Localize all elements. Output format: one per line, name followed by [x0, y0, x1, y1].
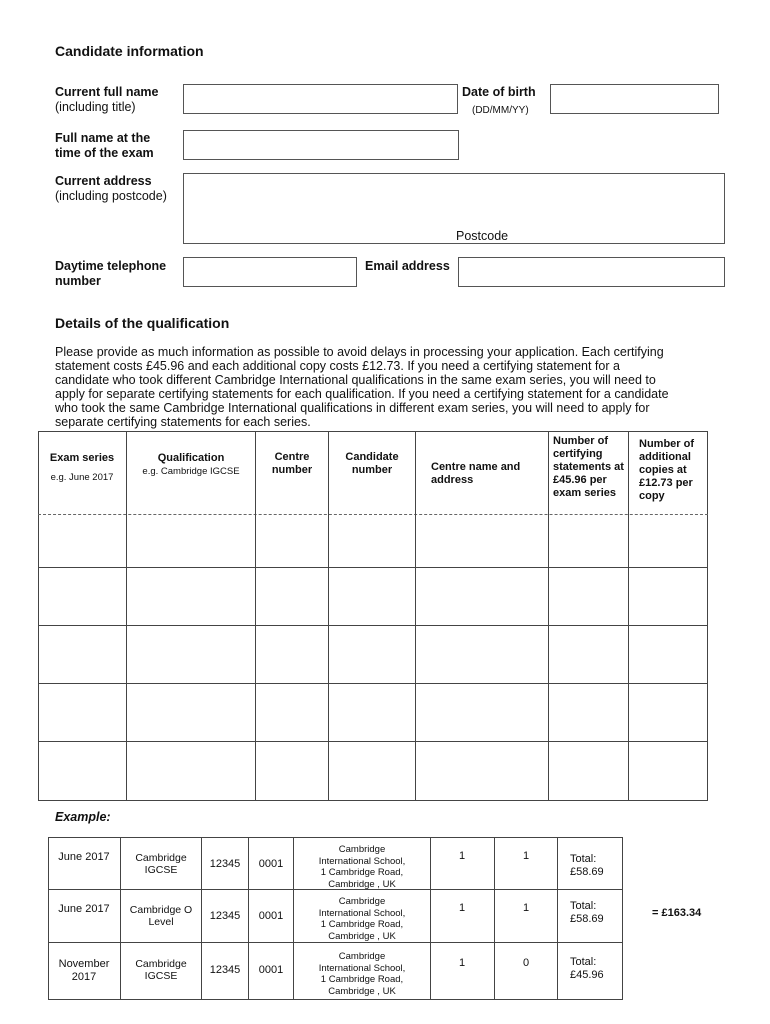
candidate-section-title: Candidate information	[55, 43, 204, 59]
col-exam-series: Exam series e.g. June 2017	[49, 452, 115, 483]
example-candidate-number: 0001	[258, 858, 284, 870]
col-qualification: Qualification e.g. Cambridge IGCSE	[142, 452, 240, 477]
col-additional-copies: Number of additional copies at £12.73 per copy	[639, 438, 694, 502]
phone-label: Daytime telephone number	[55, 259, 167, 288]
example-centre-number: 12345	[209, 964, 241, 976]
example-address: Cambridge International School, 1 Cambridge Road, Cambridge , UK	[318, 951, 406, 997]
full-name-label: Current full name (including title)	[55, 85, 159, 114]
example-series: November 2017	[58, 958, 110, 983]
example-label: Example:	[55, 810, 111, 824]
example-candidate-number: 0001	[258, 964, 284, 976]
table-row-divider	[38, 567, 708, 568]
col-candidate-number: Candidate number	[345, 451, 399, 476]
example-col-divider	[248, 837, 249, 1000]
address-label: Current address (including postcode)	[55, 174, 167, 203]
example-col-divider	[201, 837, 202, 1000]
table-col-divider	[628, 431, 629, 801]
example-centre-number: 12345	[209, 858, 241, 870]
table-col-divider	[328, 431, 329, 801]
table-header-divider	[38, 514, 708, 515]
example-total: Total: £45.96	[570, 956, 604, 981]
table-col-divider	[548, 431, 549, 801]
example-qualification: Cambridge IGCSE	[135, 958, 187, 982]
full-name-input[interactable]	[183, 84, 458, 114]
table-col-divider	[126, 431, 127, 801]
example-address: Cambridge International School, 1 Cambridge Road, Cambridge , UK	[318, 844, 406, 890]
example-col-divider	[120, 837, 121, 1000]
example-qualification: Cambridge IGCSE	[135, 852, 187, 876]
example-grand-total: = £163.34	[652, 907, 702, 919]
postcode-label: Postcode	[456, 229, 509, 243]
example-col-divider	[557, 837, 558, 1000]
qualification-section-title: Details of the qualification	[55, 315, 230, 331]
col-centre-number: Centre number	[271, 451, 313, 476]
address-input[interactable]	[183, 173, 725, 244]
example-certifying: 1	[458, 850, 466, 862]
phone-input[interactable]	[183, 257, 357, 287]
table-row-divider	[38, 625, 708, 626]
exam-name-label: Full name at the time of the exam	[55, 131, 154, 160]
exam-name-input[interactable]	[183, 130, 459, 160]
table-col-divider	[415, 431, 416, 801]
email-label: Email address	[365, 259, 450, 273]
example-centre-number: 12345	[209, 910, 241, 922]
example-total: Total: £58.69	[570, 900, 604, 925]
col-centre-name: Centre name and address	[431, 461, 521, 486]
example-series: June 2017	[58, 851, 110, 863]
instructions-paragraph: Please provide as much information as possible to avoid delays in processing your application. Each certifying statement costs £45.96 and each additional copy costs £12.73. If you need a certifying statement for a candidate who took different Cambridge International qualifications in the same exam series, you will need to apply for separate certifying statements for each qualification. If you need a certifying statement for a candidate who took the same Cambridge International qualifications in different exam series, you will need to apply for separate certifying statements for each series.	[55, 345, 669, 429]
example-certifying: 1	[458, 957, 466, 969]
example-total: Total: £58.69	[570, 853, 604, 878]
table-col-divider	[255, 431, 256, 801]
example-certifying: 1	[458, 902, 466, 914]
example-copies: 1	[522, 850, 530, 862]
table-row-divider	[38, 741, 708, 742]
example-copies: 1	[522, 902, 530, 914]
example-col-divider	[494, 837, 495, 1000]
example-row-divider	[48, 942, 623, 943]
example-copies: 0	[522, 957, 530, 969]
col-certifying-statements: Number of certifying statements at £45.96 per exam series	[553, 435, 624, 499]
example-address: Cambridge International School, 1 Cambridge Road, Cambridge , UK	[318, 896, 406, 942]
email-input[interactable]	[458, 257, 725, 287]
dob-input[interactable]	[550, 84, 719, 114]
example-candidate-number: 0001	[258, 910, 284, 922]
table-row-divider	[38, 683, 708, 684]
example-qualification: Cambridge O Level	[129, 904, 193, 928]
dob-format-hint: (DD/MM/YY)	[472, 105, 529, 116]
dob-label: Date of birth	[462, 85, 536, 99]
example-col-divider	[293, 837, 294, 1000]
example-col-divider	[430, 837, 431, 1000]
example-series: June 2017	[58, 903, 110, 915]
